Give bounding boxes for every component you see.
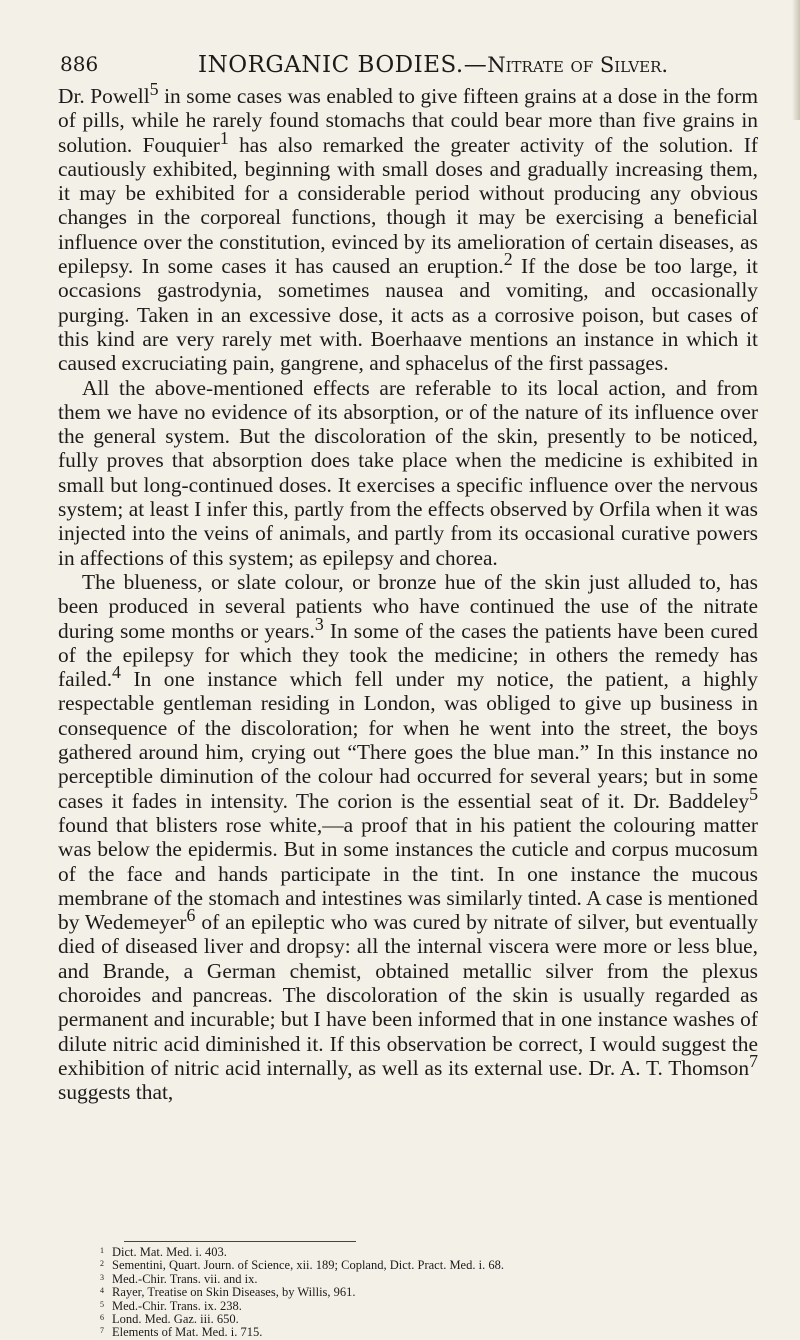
text-run: in some cases was enabled to give fifteen grains at a dose in the form of pills, while he rarely found stomachs that could bear more than five grains in solution. Fouquier (58, 84, 758, 157)
footnote-rule (124, 1241, 356, 1242)
footnote-text: Rayer, Treatise on Skin Diseases, by Willis, 961. (112, 1285, 356, 1300)
text-run: has also remarked the greater activity of the solution. If cautiously exhibited, beginning with small doses and gradually increasing them, it may be exhibited for a considerable period without producing any obvious changes in the corporeal functions, though it may be exercising a beneficial influence over the constitution, evinced by its amelioration of certain diseases, as epilepsy. In some cases it has caused an eruption. (58, 132, 758, 279)
footnote-text: Med.-Chir. Trans. ix. 238. (112, 1298, 242, 1313)
running-title (198, 52, 668, 78)
footnote (100, 1326, 760, 1339)
text-run: of an epileptic who was cured by nitrate of silver, but eventually died of diseased liver and dropsy: all the internal viscera were more or less blue, and Brande, a German chemist, obtained metallic silver from the plexus choroides and pancreas. The discoloration of the skin is usually regarded as permanent and incurable; but I have been informed that in one instance washes of dilute nitric acid diminished it. If this observation be correct, I would suggest the exhibition of nitric acid internally, as well as its external use. Dr. A. T. Thomson (58, 910, 758, 1080)
footnote-number: 4 (100, 1286, 104, 1296)
footnote-ref: 1 (219, 127, 229, 148)
footnote-ref: 5 (149, 78, 159, 99)
text-run: The blueness, or slate colour, or bronze hue of the skin just alluded to, has been produced in several patients who have continued the use of the nitrate during some months or years. (58, 569, 758, 643)
footnotes (100, 1246, 760, 1340)
footnote-ref: 5 (749, 783, 758, 804)
footnote (100, 1300, 760, 1313)
text-run: In one instance which fell under my notice, the patient, a highly respectable gentleman residing in London, was obliged to give up business in consequence of the discoloration; for when he went into the street, the boys gathered around him, crying out “There goes the blue man.” In this instance no perceptible diminution of the colour had occurred for several years; but in some cases it fades in intensity. The corion is the essential seat of it. Dr. Baddeley (58, 667, 758, 813)
body-text (58, 78, 758, 1105)
footnote-number: 2 (100, 1259, 104, 1269)
paragraph (58, 376, 758, 570)
footnote (100, 1286, 760, 1299)
text-run: found that blisters rose white,—a proof that in his patient the colouring matter was below the epidermis. But in some instances the cuticle and corpus mucosum of the face and hands participate in the tint. In one instance the mucous membrane of the stomach and intestines was similarly tinted. A case is mentioned by Wedemeyer (58, 812, 758, 935)
footnote-text: Lond. Med. Gaz. iii. 650. (112, 1312, 239, 1327)
footnote-ref: 7 (749, 1050, 758, 1071)
footnote-text: Med.-Chir. Trans. vii. and ix. (112, 1271, 258, 1286)
footnote-ref: 3 (314, 613, 324, 634)
footnote-number: 6 (100, 1313, 104, 1323)
running-title-main: INORGANIC BODIES. (198, 52, 464, 78)
footnote-ref: 6 (186, 904, 196, 925)
text-run: suggests that, (58, 1080, 174, 1105)
text-run: Dr. Powell (58, 84, 150, 108)
footnote-ref: 2 (503, 248, 513, 269)
footnote (100, 1313, 760, 1326)
footnote (100, 1259, 760, 1272)
paragraph (58, 78, 758, 376)
footnote-number: 3 (100, 1272, 104, 1282)
page-number: 886 (60, 52, 99, 76)
footnote-text: Dict. Mat. Med. i. 403. (112, 1245, 227, 1259)
footnote (100, 1246, 760, 1259)
running-title-dash: — (463, 52, 488, 78)
footnote-number: 1 (100, 1246, 104, 1255)
text-run: All the above-mentioned effects are referable to its local action, and from them we have no evidence of its absorption, or of the nature of its influence over the general system. But the discoloration of the skin, presently to be noticed, fully proves that absorption does take place when the medicine is exhibited in small but long-continued doses. It exercises a specific influence over the nervous system; at least I infer this, partly from the effects observed by Orfila when it was injected into the veins of animals, and partly from its occasional curative powers in affections of this system; as epilepsy and chorea. (58, 375, 758, 570)
page-header (56, 52, 756, 86)
paragraph (58, 570, 758, 1105)
running-title-sub: Nitrate of Silver. (487, 53, 669, 77)
page-edge-shadow (792, 0, 800, 120)
footnote-text: Sementini, Quart. Journ. of Science, xii. 189; Copland, Dict. Pract. Med. i. 68. (112, 1258, 504, 1273)
footnote-number: 7 (100, 1326, 104, 1336)
footnote-text: Elements of Mat. Med. i. 715. (112, 1325, 263, 1340)
text-run: In some of the cases the patients have been cured of the epilepsy for which they took the medicine; in others the remedy has failed. (58, 618, 758, 692)
footnote-number: 5 (100, 1299, 104, 1309)
footnote-ref: 4 (112, 662, 121, 682)
footnote (100, 1273, 760, 1286)
text-run: If the dose be too large, it occasions gastrodynia, sometimes nausea and vomiting, and occasionally purging. Taken in an excessive dose, it acts as a corrosive poison, but cases of this kind are very rarely met with. Boerhaave mentions an instance in which it caused excruciating pain, gangrene, and sphacelus of the first passages. (58, 254, 758, 376)
